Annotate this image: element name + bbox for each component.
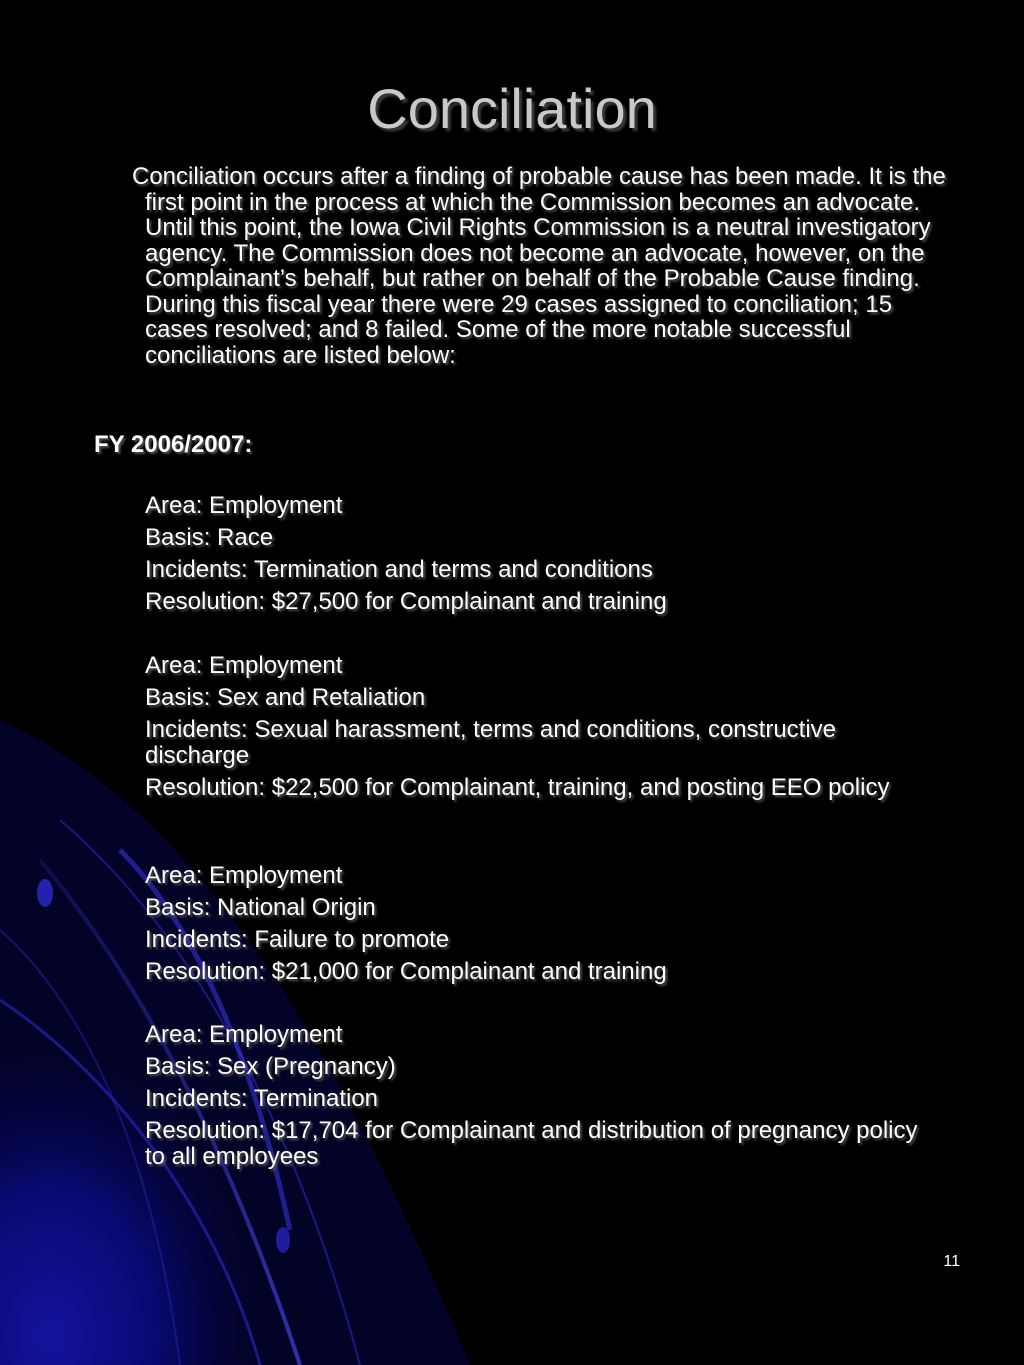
fiscal-year-heading: FY 2006/2007:	[94, 431, 253, 458]
case-area: Area: Employment	[145, 652, 343, 679]
case-basis: Basis: Sex (Pregnancy)	[145, 1053, 396, 1080]
case-incidents: Incidents: Termination and terms and conditions	[145, 556, 653, 583]
page-number: 11	[943, 1253, 960, 1270]
intro-paragraph: Conciliation occurs after a finding of probable cause has been made. It is the first point in the process at which the Commission becomes an advocate. Until this point, the Iowa Civil Rights Commission is a neutral investigatory agency. The Commission does not become an advocate, however, on the Complainant’s behalf, but rather on behalf of the Probable Cause finding. During this fiscal year there were 29 cases assigned to conciliation; 15 cases resolved; and 8 failed. Some of the more notable successful conciliations are listed below:	[132, 163, 946, 369]
case-area: Area: Employment	[145, 1021, 343, 1048]
case-incidents: Incidents: Failure to promote	[145, 926, 450, 953]
case-basis: Basis: Race	[145, 524, 274, 551]
case-area: Area: Employment	[145, 862, 343, 889]
case-basis: Basis: Sex and Retaliation	[145, 684, 426, 711]
case-block	[145, 1022, 935, 1176]
case-resolution: Resolution: $17,704 for Complainant and distribution of pregnancy policy to all employees	[145, 1117, 918, 1170]
case-area: Area: Employment	[145, 492, 343, 519]
case-block	[145, 863, 935, 991]
slide-title: Conciliation	[367, 77, 657, 140]
case-incidents: Incidents: Sexual harassment, terms and conditions, constructive discharge	[145, 716, 837, 769]
case-incidents: Incidents: Termination	[145, 1085, 379, 1112]
case-resolution: Resolution: $21,000 for Complainant and training	[145, 958, 667, 985]
case-resolution: Resolution: $27,500 for Complainant and training	[145, 588, 667, 615]
case-block	[145, 653, 935, 807]
case-resolution: Resolution: $22,500 for Complainant, training, and posting EEO policy	[145, 774, 890, 801]
case-basis: Basis: National Origin	[145, 894, 376, 921]
case-block	[145, 493, 935, 621]
